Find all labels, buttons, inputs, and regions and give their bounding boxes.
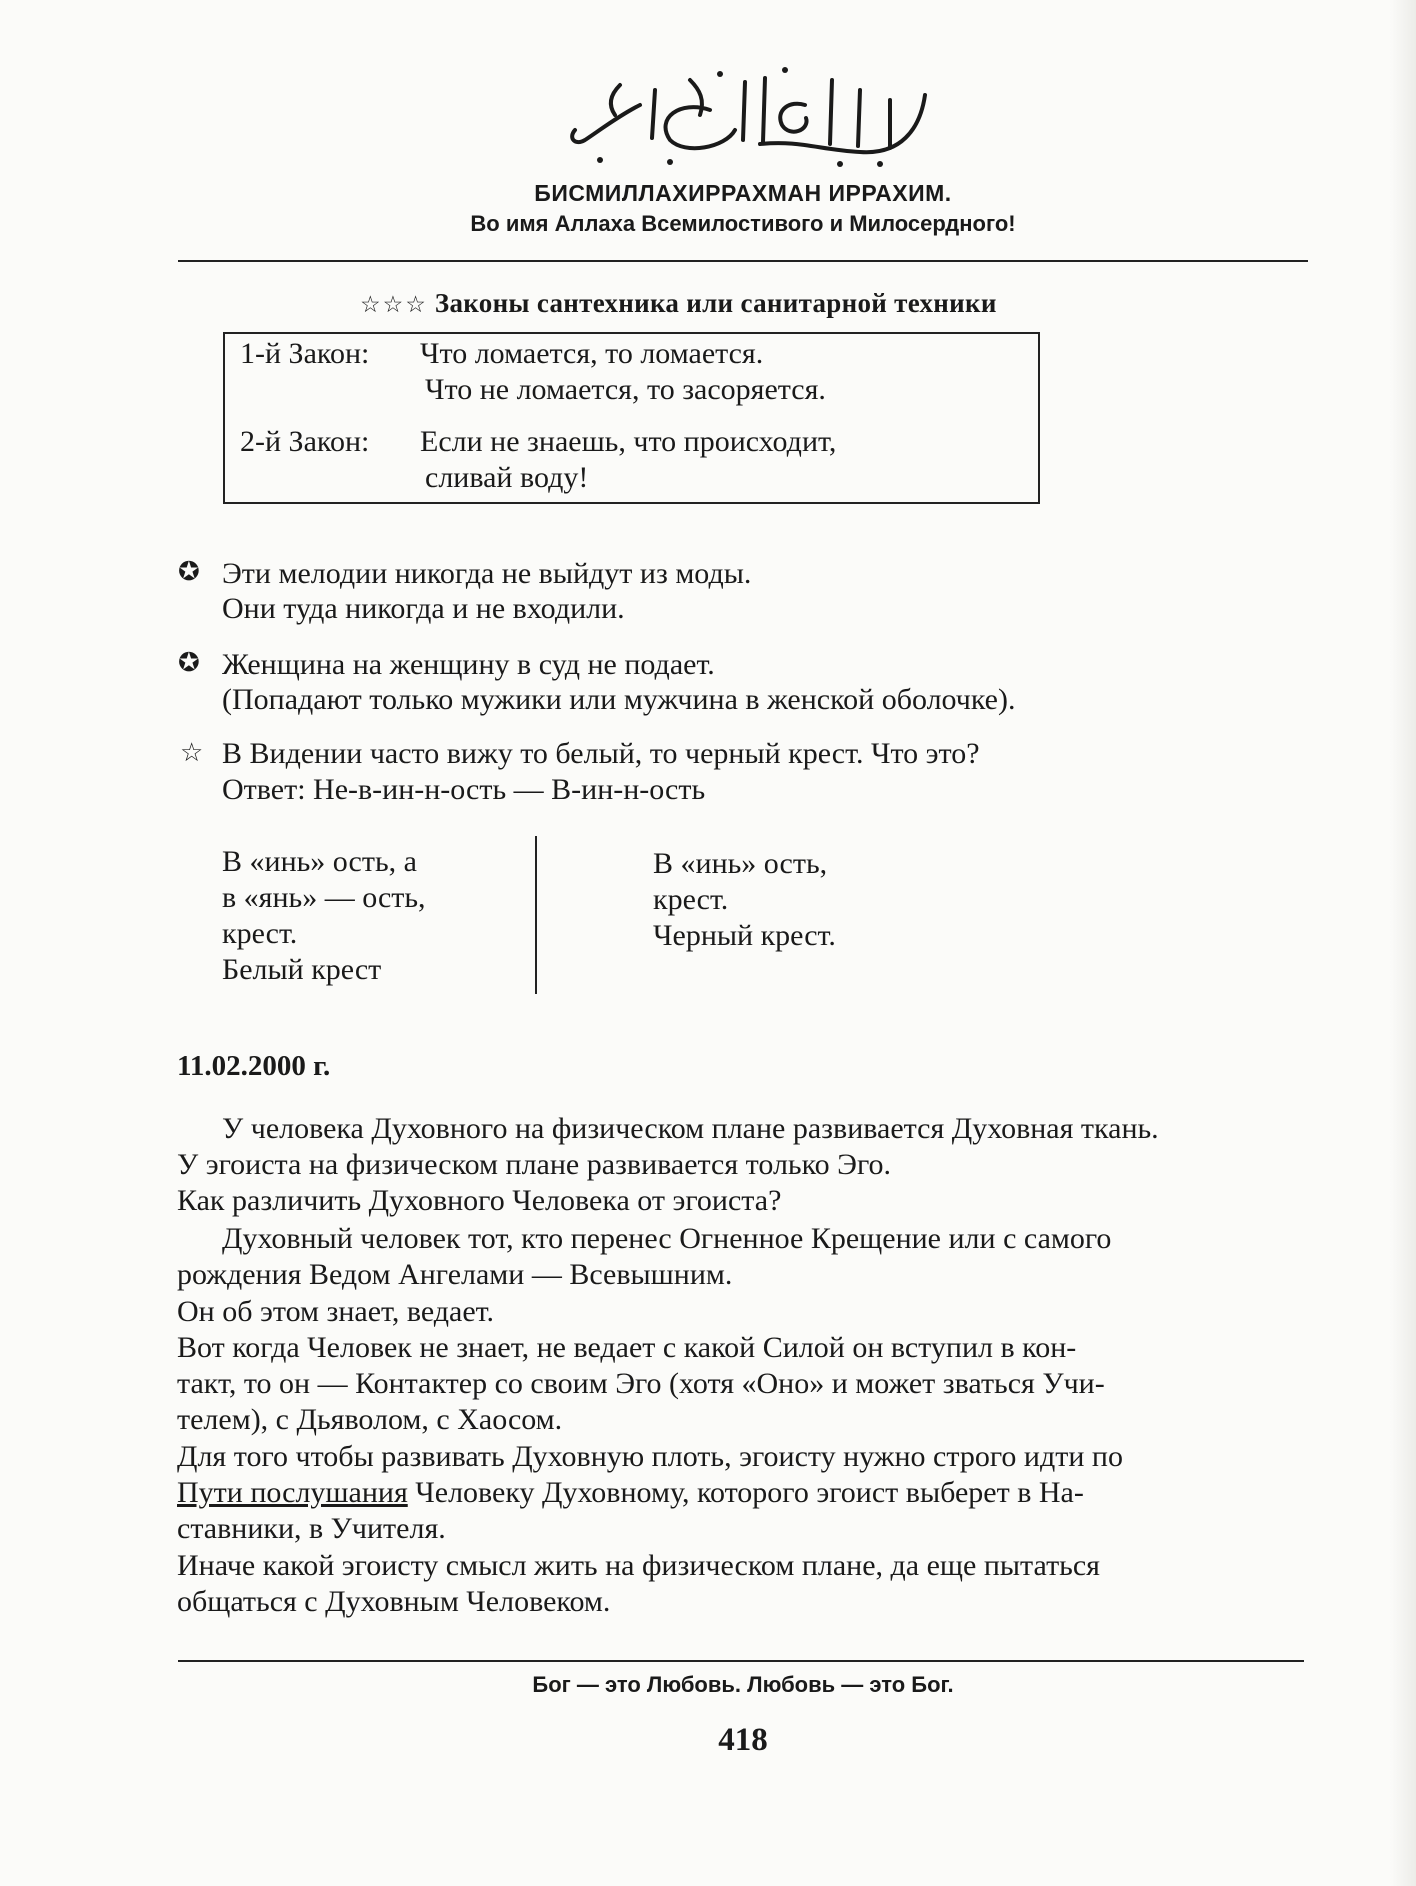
body-line: телем), с Дьяволом, с Хаосом. — [177, 1403, 563, 1436]
body-line: Духовный человек тот, кто перенес Огненное Крещение или с самого — [222, 1222, 1112, 1255]
page-edge-shadow — [1390, 0, 1416, 1886]
law-2-label: 2-й Закон: — [240, 425, 370, 458]
law-2-line-2: сливай воду! — [425, 461, 589, 494]
item-1-line-2: Они туда никогда и не входили. — [222, 592, 625, 625]
underlined-phrase: Пути послушания — [177, 1476, 408, 1509]
star-outline-icon: ☆ — [180, 738, 204, 767]
law-2-line-1: Если не знаешь, что происходит, — [420, 425, 837, 458]
body-line: У человека Духовного на физическом плане развивается Духовная ткань. — [222, 1112, 1159, 1145]
flower-star-icon: ✪ — [178, 557, 200, 586]
body-line-with-underline — [177, 1476, 1084, 1510]
body-line: Он об этом знает, ведает. — [177, 1295, 495, 1328]
body-line-rest: Человеку Духовному, которого эгоист выберет в На- — [407, 1476, 1084, 1509]
bismillah-calligraphy-icon — [560, 60, 940, 170]
column-divider — [535, 836, 537, 994]
body-line: Как различить Духовного Человека от эгоиста? — [177, 1184, 782, 1217]
header-subtitle: Во имя Аллаха Всемилостивого и Милосердного! — [470, 211, 1016, 236]
right-column-line-1: В «инь» ость, — [653, 847, 828, 880]
law-1-line-2: Что не ломается, то засоряется. — [425, 373, 826, 406]
body-line: Иначе какой эгоисту смысл жить на физическом плане, да еще пытаться — [177, 1549, 1100, 1582]
stars-icon: ☆☆☆ — [360, 292, 428, 317]
header-title: БИСМИЛЛАХИРРАХМАН ИРРАХИМ. — [534, 180, 952, 206]
right-column-line-2: крест. — [653, 883, 729, 916]
body-line: такт, то он — Контактер со своим Эго (хотя «Оно» и может зваться Учи- — [177, 1367, 1105, 1400]
item-3-line-1: В Видении часто вижу то белый, то черный крест. Что это? — [222, 737, 980, 770]
body-line: У эгоиста на физическом плане развивается только Эго. — [177, 1148, 892, 1181]
section-title-text: Законы сантехника или санитарной техники — [434, 288, 997, 318]
entry-date: 11.02.2000 г. — [177, 1050, 331, 1082]
body-line: Вот когда Человек не знает, не ведает с какой Силой он вступил в кон- — [177, 1331, 1077, 1364]
left-column-line-4: Белый крест — [222, 953, 382, 986]
page-number: 418 — [718, 1722, 768, 1758]
body-line: Для того чтобы развивать Духовную плоть, эгоисту нужно строго идти по — [177, 1440, 1123, 1473]
item-2-line-1: Женщина на женщину в суд не подает. — [222, 648, 715, 681]
section-title — [360, 288, 997, 319]
body-line: ставники, в Учителя. — [177, 1512, 446, 1545]
body-line: рождения Ведом Ангелами — Всевышним. — [177, 1258, 733, 1291]
right-column-line-3: Черный крест. — [653, 919, 836, 952]
header-divider — [178, 260, 1308, 262]
item-1-line-1: Эти мелодии никогда не выйдут из моды. — [222, 557, 752, 590]
flower-star-icon: ✪ — [178, 648, 200, 677]
left-column-line-1: В «инь» ость, а — [222, 845, 417, 878]
law-1-label: 1-й Закон: — [240, 337, 370, 370]
left-column-line-2: в «янь» — ость, — [222, 881, 426, 914]
item-3-line-2: Ответ: Не-в-ин-н-ость — В-ин-н-ость — [222, 773, 706, 806]
footer-divider — [178, 1660, 1304, 1662]
body-line: общаться с Духовным Человеком. — [177, 1585, 611, 1618]
law-1-line-1: Что ломается, то ломается. — [420, 337, 764, 370]
footer-motto: Бог — это Любовь. Любовь — это Бог. — [532, 1672, 954, 1697]
item-2-line-2: (Попадают только мужики или мужчина в женской оболочке). — [222, 683, 1016, 716]
left-column-line-3: крест. — [222, 917, 298, 950]
